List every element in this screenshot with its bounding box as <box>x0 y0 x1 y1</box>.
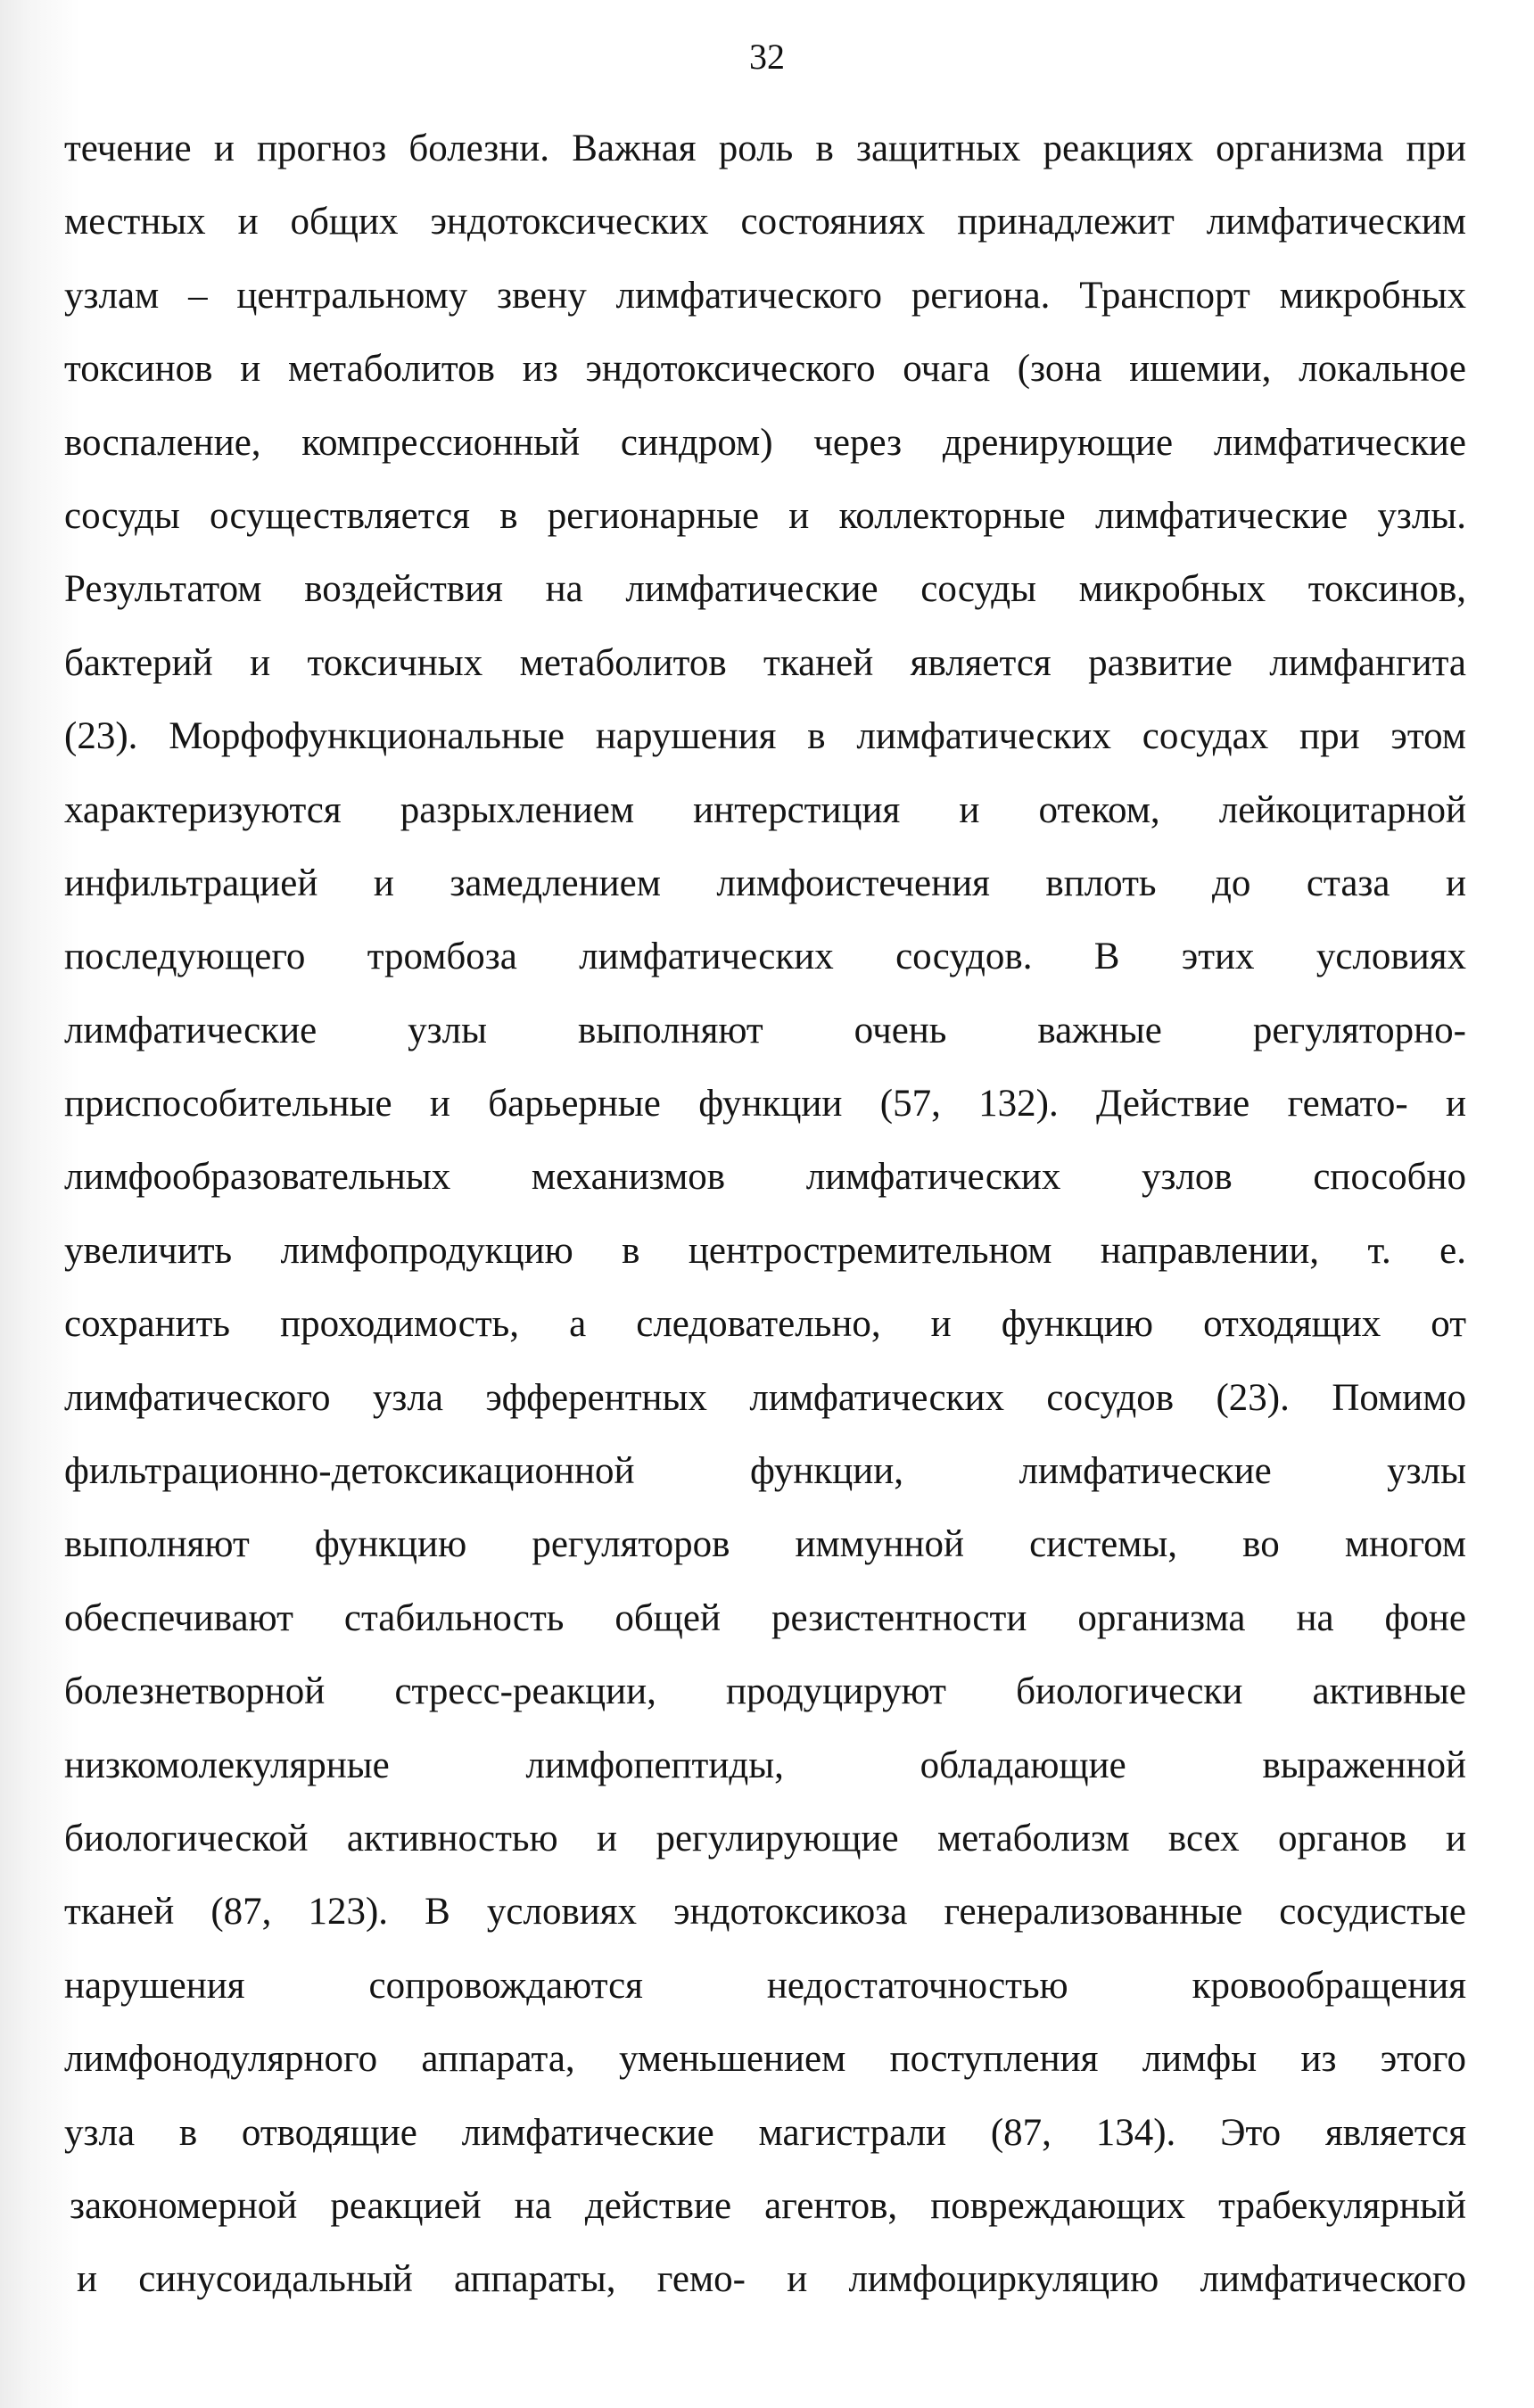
page-number: 32 <box>749 37 785 77</box>
text-line: лимфонодулярного аппарата, уменьшением поступления лимфы из этого <box>64 2038 1466 2081</box>
text-line: лимфатического узла эфферентных лимфатических сосудов (23). Помимо <box>64 1376 1466 1419</box>
text-line: нарушения сопровождаются недостаточностью кровообращения <box>64 1964 1466 2007</box>
text-line: (23). Морфофункциональные нарушения в лимфатических сосудах при этом <box>64 715 1466 758</box>
text-line: узла в отводящие лимфатические магистрали (87, 134). Это является <box>64 2111 1466 2154</box>
text-line: обеспечивают стабильность общей резистентности организма на фоне <box>64 1596 1466 1639</box>
text-line: токсинов и метаболитов из эндотоксического очага (зона ишемии, локальное <box>64 348 1466 391</box>
body-text <box>64 112 1466 2317</box>
text-line: инфильтрацией и замедлением лимфоистечения вплоть до стаза и <box>64 862 1466 904</box>
text-line: увеличить лимфопродукцию в центростремительном направлении, т. е. <box>64 1229 1466 1272</box>
text-line: биологической активностью и регулирующие метаболизм всех органов и <box>64 1817 1466 1860</box>
text-line: болезнетворной стресс-реакции, продуцируют биологически активные <box>64 1670 1466 1713</box>
text-line: закономерной реакцией на действие агентов, повреждающих трабекулярный <box>70 2184 1466 2227</box>
text-line: воспаление, компрессионный синдром) через дренирующие лимфатические <box>64 421 1466 464</box>
text-line: течение и прогноз болезни. Важная роль в защитных реакциях организма при <box>64 128 1466 169</box>
text-line: сохранить проходимость, а следовательно, и функцию отходящих от <box>64 1303 1466 1346</box>
text-line: местных и общих эндотоксических состояниях принадлежит лимфатическим <box>64 201 1466 243</box>
text-line: узлам – центральному звену лимфатического региона. Транспорт микробных <box>64 274 1466 317</box>
text-line: фильтрационно-детоксикационной функции, лимфатические узлы <box>64 1450 1466 1493</box>
text-line: сосуды осуществляется в регионарные и коллекторные лимфатические узлы. <box>64 494 1466 537</box>
text-line: Результатом воздействия на лимфатические сосуды микробных токсинов, <box>64 568 1466 611</box>
text-line: бактерий и токсичных метаболитов тканей является развитие лимфангита <box>64 641 1466 684</box>
text-line: приспособительные и барьерные функции (57, 132). Действие гемато- и <box>64 1083 1466 1126</box>
text-line: и синусоидальный аппараты, гемо- и лимфоциркуляцию лимфатического <box>77 2258 1466 2301</box>
text-line: низкомолекулярные лимфопептиды, обладающие выраженной <box>64 1744 1466 1786</box>
text-line: лимфообразовательных механизмов лимфатических узлов способно <box>64 1156 1466 1199</box>
text-line: выполняют функцию регуляторов иммунной системы, во многом <box>64 1523 1466 1566</box>
text-line: характеризуются разрыхлением интерстиция и отеком, лейкоцитарной <box>64 788 1466 831</box>
text-line: последующего тромбоза лимфатических сосудов. В этих условиях <box>64 936 1466 978</box>
text-line: тканей (87, 123). В условиях эндотоксикоза генерализованные сосудистые <box>64 1891 1466 1934</box>
text-line: лимфатические узлы выполняют очень важные регуляторно- <box>64 1009 1466 1051</box>
